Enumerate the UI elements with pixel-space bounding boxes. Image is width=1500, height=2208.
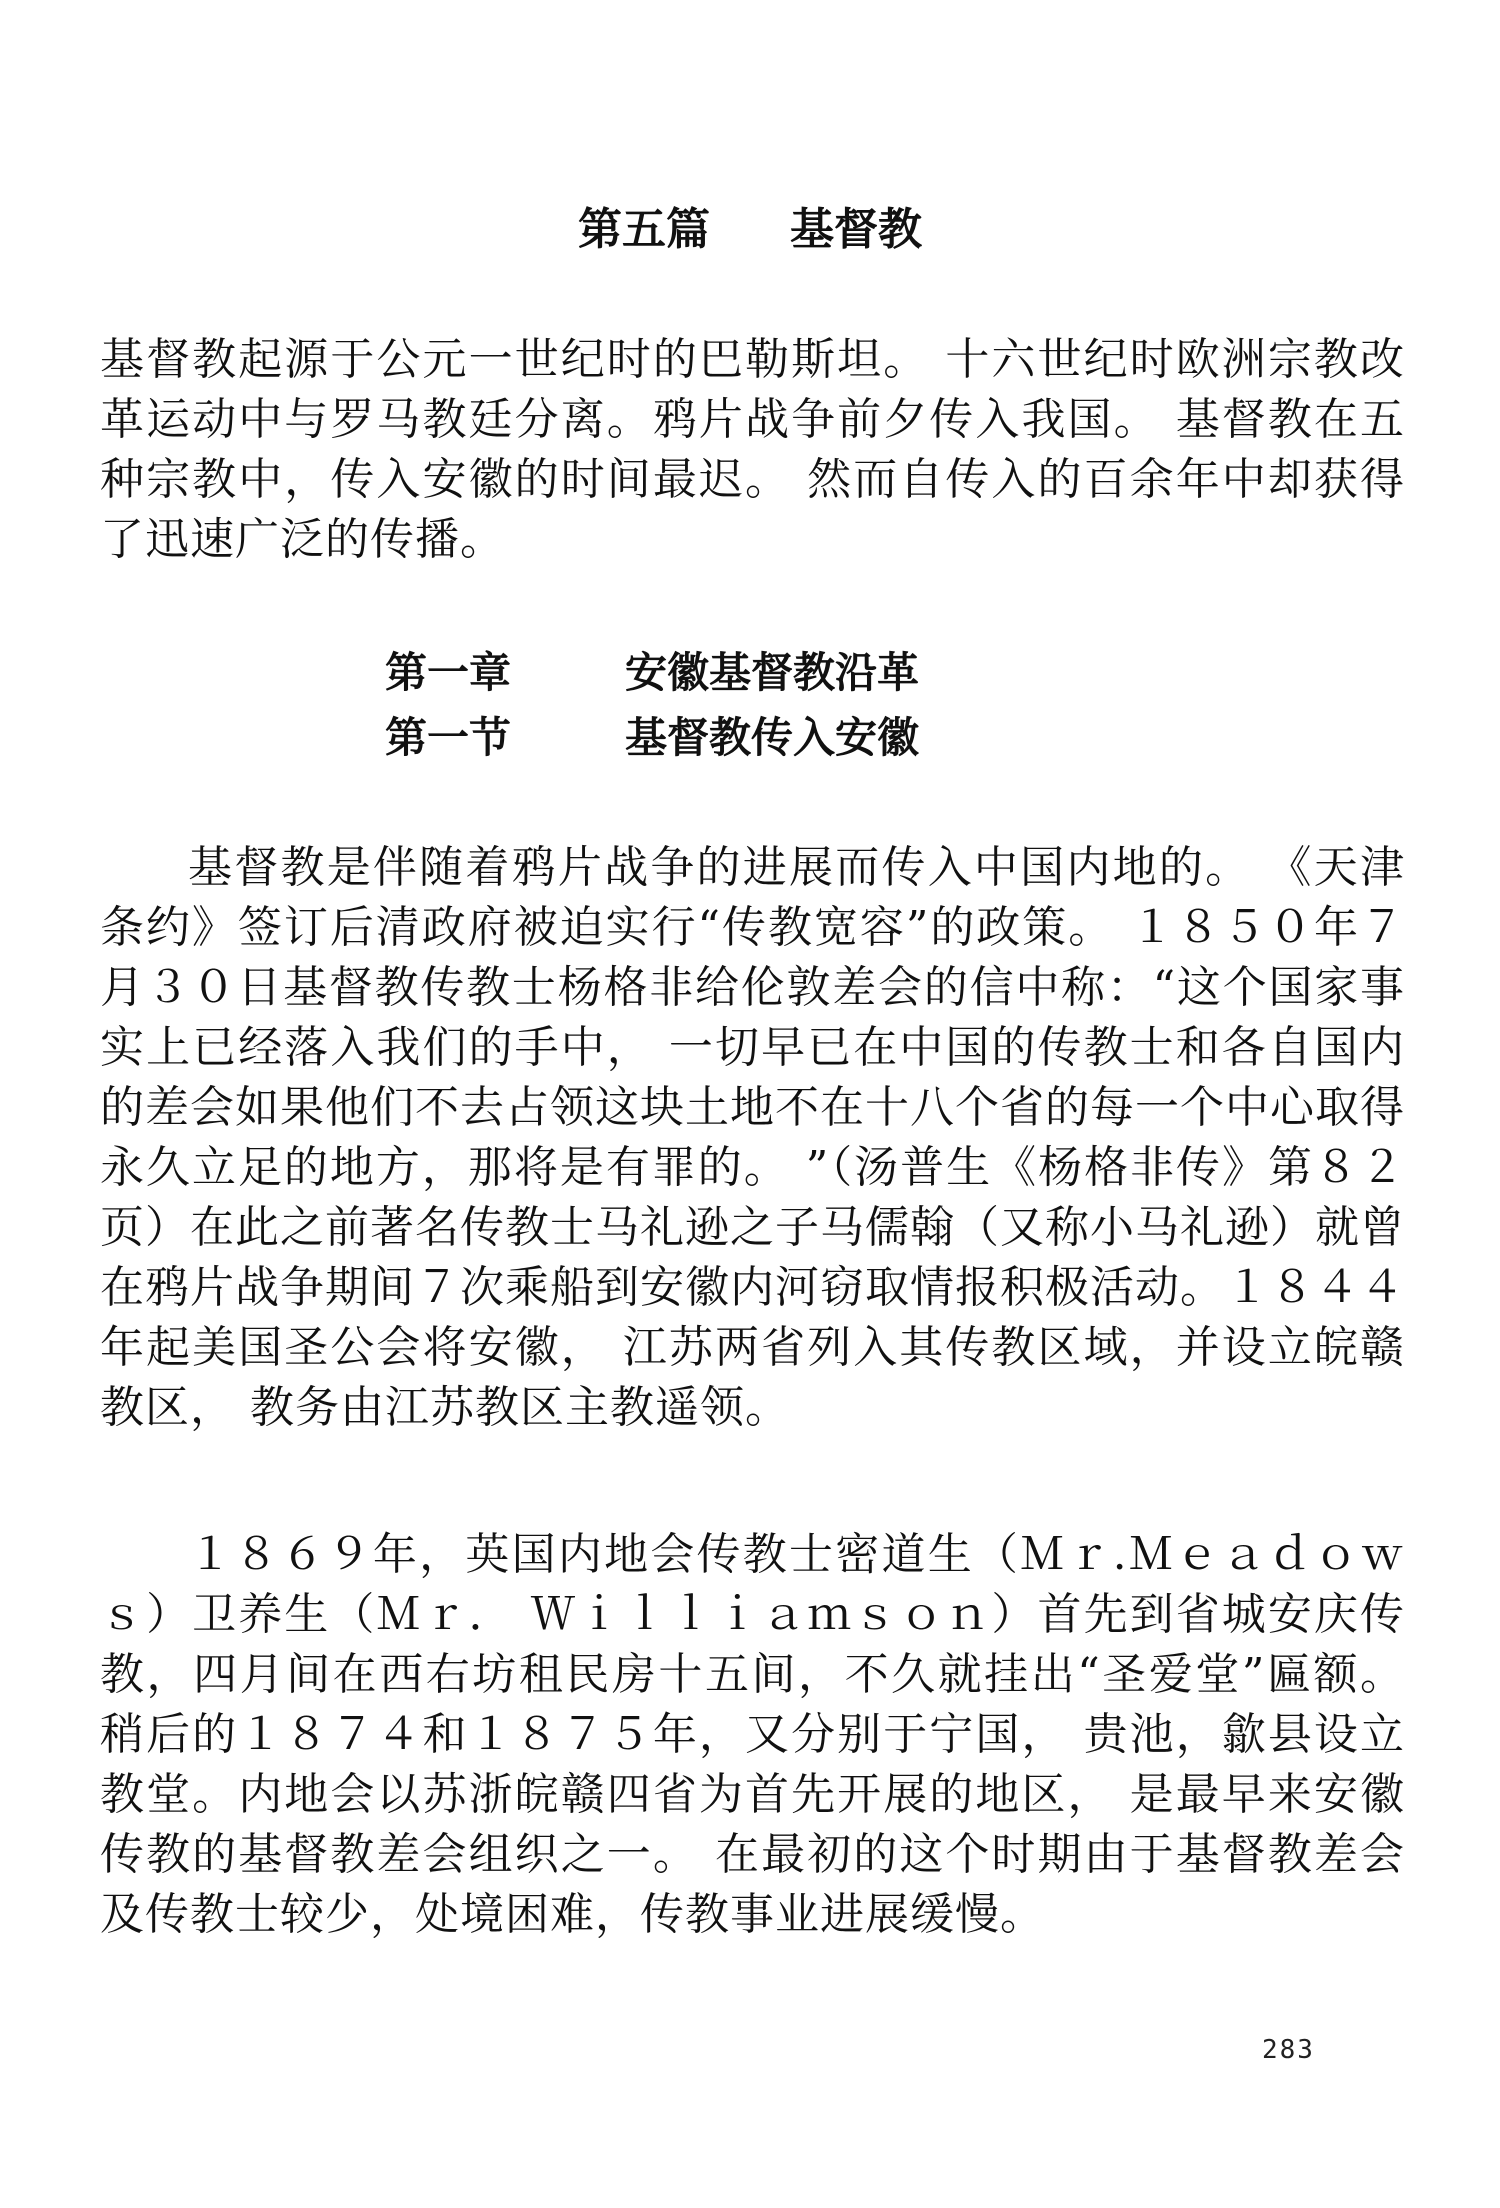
- part-number: 第五篇: [578, 204, 710, 255]
- section-title: 基督教传入安徽: [625, 713, 920, 762]
- chapter-title: 安徽基督教沿革: [625, 648, 920, 697]
- section-label: 第一节: [385, 713, 512, 762]
- chapter-heading: [385, 645, 919, 701]
- intro-paragraph: 基督教起源于公元一世纪时的巴勒斯坦。 十六世纪时欧洲宗教改革运动中与罗马教廷分离。鸦片战争前夕传入我国。 基督教在五种宗教中，传入安徽的时间最迟。 然而自传入的百余年中却获得了迅速广泛的传播。: [100, 334, 1405, 565]
- body-paragraph-2: １８６９年，英国内地会传教士密道生（Ｍｒ.Ｍｅａｄｏｗｓ）卫养生（Ｍｒ． Ｗｉｌｌｉａｍｓｏｎ）首先到省城安庆传教，四月间在西右坊租民房十五间，不久就挂出“圣爱堂”匾额。稍后的１８７４和１８７５年，又分别于宁国， 贵池，歙县设立教堂。内地会以苏浙皖赣四省为首先开展的地区， 是最早来安徽传教的基督教差会组织之一。 在最初的这个时期由于基督教差会及传教士较少，处境困难，传教事业进展缓慢。: [100, 1529, 1405, 1940]
- page-number: 283: [1262, 2035, 1315, 2065]
- section-heading: [385, 710, 919, 766]
- part-name: 基督教: [790, 204, 922, 255]
- chapter-label: 第一章: [385, 648, 512, 697]
- part-title: [0, 200, 1500, 260]
- body-paragraph-1: 基督教是伴随着鸦片战争的进展而传入中国内地的。 《天津条约》签订后清政府被迫实行“传教宽容”的政策。 １８５０年７月３０日基督教传教士杨格非给伦敦差会的信中称：“这个国家事实上已经落入我们的手中， 一切早已在中国的传教士和各自国内的差会如果他们不去占领这块土地不在十八个省的每一个中心取得永久立足的地方，那将是有罪的。 ”（汤普生《杨格非传》第８２页）在此之前著名传教士马礼逊之子马儒翰（又称小马礼逊）就曾在鸦片战争期间７次乘船到安徽内河窃取情报积极活动。１８４４年起美国圣公会将安徽， 江苏两省列入其传教区域，并设立皖赣教区， 教务由江苏教区主教遥领。: [100, 842, 1405, 1433]
